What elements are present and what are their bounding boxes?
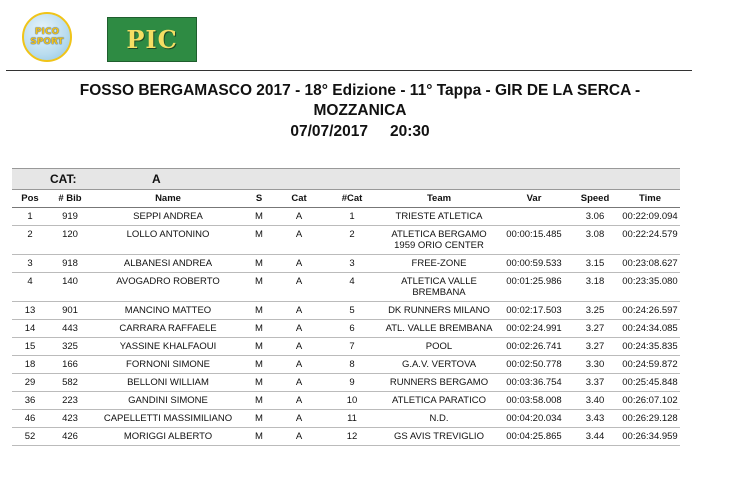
cell-var: 00:02:26.741: [498, 338, 570, 356]
cell-cat-rank: 5: [324, 302, 380, 320]
cell-cat: A: [274, 255, 324, 273]
cell-bib: 423: [48, 410, 92, 428]
column-header-name: Name: [92, 189, 244, 208]
cell-var: 00:04:20.034: [498, 410, 570, 428]
cell-cat: A: [274, 410, 324, 428]
cell-speed: 3.40: [570, 392, 620, 410]
column-header-time: Time: [620, 189, 680, 208]
cell-cat-rank: 7: [324, 338, 380, 356]
cell-speed: 3.27: [570, 320, 620, 338]
cell-time: 00:24:26.597: [620, 302, 680, 320]
cell-time: 00:23:35.080: [620, 273, 680, 302]
cell-var: [498, 208, 570, 226]
category-label: CAT:: [50, 172, 77, 186]
results-table: [12, 189, 680, 446]
cell-bib: 919: [48, 208, 92, 226]
table-row: [12, 273, 680, 302]
cell-sex: M: [244, 273, 274, 302]
cell-cat: A: [274, 338, 324, 356]
cell-speed: 3.06: [570, 208, 620, 226]
column-header-sex: S: [244, 189, 274, 208]
race-time: 20:30: [389, 123, 430, 140]
table-row: [12, 428, 680, 446]
cell-team: TRIESTE ATLETICA: [380, 208, 498, 226]
table-row: [12, 302, 680, 320]
cell-pos: 36: [12, 392, 48, 410]
cell-var: 00:03:58.008: [498, 392, 570, 410]
cell-team: POOL: [380, 338, 498, 356]
cell-team: N.D.: [380, 410, 498, 428]
cell-cat-rank: 3: [324, 255, 380, 273]
cell-sex: M: [244, 208, 274, 226]
cell-speed: 3.25: [570, 302, 620, 320]
cell-time: 00:26:34.959: [620, 428, 680, 446]
cell-name: MANCINO MATTEO: [92, 302, 244, 320]
cell-cat: A: [274, 428, 324, 446]
cell-bib: 325: [48, 338, 92, 356]
table-row: [12, 208, 680, 226]
cell-cat-rank: 1: [324, 208, 380, 226]
cell-name: BELLONI WILLIAM: [92, 374, 244, 392]
column-header-pos: Pos: [12, 189, 48, 208]
cell-sex: M: [244, 410, 274, 428]
race-datetime: [40, 123, 680, 141]
cell-time: 00:25:45.848: [620, 374, 680, 392]
cell-bib: 582: [48, 374, 92, 392]
cell-pos: 3: [12, 255, 48, 273]
cell-pos: 13: [12, 302, 48, 320]
cell-name: ALBANESI ANDREA: [92, 255, 244, 273]
cell-sex: M: [244, 255, 274, 273]
cell-team: ATLETICA PARATICO: [380, 392, 498, 410]
category-bar: [12, 168, 680, 190]
cell-team: RUNNERS BERGAMO: [380, 374, 498, 392]
sponsor-logo-text: PIC: [126, 25, 178, 54]
column-header-bib: # Bib: [48, 189, 92, 208]
table-row: [12, 374, 680, 392]
cell-cat: A: [274, 302, 324, 320]
cell-cat-rank: 12: [324, 428, 380, 446]
column-header-cat: Cat: [274, 189, 324, 208]
cell-speed: 3.44: [570, 428, 620, 446]
cell-time: 00:24:59.872: [620, 356, 680, 374]
cell-cat: A: [274, 374, 324, 392]
cell-cat-rank: 10: [324, 392, 380, 410]
table-row: [12, 410, 680, 428]
cell-pos: 18: [12, 356, 48, 374]
cell-var: 00:01:25.986: [498, 273, 570, 302]
cell-pos: 29: [12, 374, 48, 392]
cell-speed: 3.43: [570, 410, 620, 428]
race-date: 07/07/2017: [290, 123, 368, 140]
cell-speed: 3.30: [570, 356, 620, 374]
cell-team: DK RUNNERS MILANO: [380, 302, 498, 320]
category-value: A: [152, 172, 161, 186]
cell-sex: M: [244, 226, 274, 255]
cell-pos: 1: [12, 208, 48, 226]
race-title: FOSSO BERGAMASCO 2017 - 18° Edizione - 11° Tappa - GIR DE LA SERCA - MOZZANICA: [79, 82, 641, 119]
cell-bib: 426: [48, 428, 92, 446]
sponsor-logo: [107, 17, 197, 62]
cell-time: 00:26:07.102: [620, 392, 680, 410]
table-row: [12, 226, 680, 255]
cell-cat-rank: 2: [324, 226, 380, 255]
cell-var: 00:02:24.991: [498, 320, 570, 338]
table-row: [12, 392, 680, 410]
cell-bib: 140: [48, 273, 92, 302]
cell-name: AVOGADRO ROBERTO: [92, 273, 244, 302]
cell-var: 00:00:15.485: [498, 226, 570, 255]
cell-sex: M: [244, 428, 274, 446]
cell-var: 00:00:59.533: [498, 255, 570, 273]
cell-cat-rank: 11: [324, 410, 380, 428]
column-header-cat-rank: #Cat: [324, 189, 380, 208]
logo-line-2: SPORT: [30, 37, 64, 47]
cell-pos: 4: [12, 273, 48, 302]
cell-team: G.A.V. VERTOVA: [380, 356, 498, 374]
column-header-speed: Speed: [570, 189, 620, 208]
cell-sex: M: [244, 392, 274, 410]
cell-var: 00:02:17.503: [498, 302, 570, 320]
cell-bib: 443: [48, 320, 92, 338]
cell-name: MORIGGI ALBERTO: [92, 428, 244, 446]
cell-time: 00:24:34.085: [620, 320, 680, 338]
table-row: [12, 320, 680, 338]
table-body: [12, 208, 680, 446]
cell-cat: A: [274, 356, 324, 374]
cell-bib: 223: [48, 392, 92, 410]
cell-cat-rank: 4: [324, 273, 380, 302]
cell-cat: A: [274, 226, 324, 255]
cell-sex: M: [244, 338, 274, 356]
cell-bib: 120: [48, 226, 92, 255]
logo-line-1: PICO: [34, 27, 60, 37]
cell-team: ATL. VALLE BREMBANA: [380, 320, 498, 338]
cell-speed: 3.15: [570, 255, 620, 273]
column-header-var: Var: [498, 189, 570, 208]
cell-cat: A: [274, 208, 324, 226]
cell-time: 00:22:24.579: [620, 226, 680, 255]
cell-speed: 3.27: [570, 338, 620, 356]
cell-var: 00:02:50.778: [498, 356, 570, 374]
cell-team: FREE-ZONE: [380, 255, 498, 273]
table-row: [12, 338, 680, 356]
cell-var: 00:04:25.865: [498, 428, 570, 446]
pico-sport-logo: [22, 12, 72, 62]
cell-name: GANDINI SIMONE: [92, 392, 244, 410]
table-row: [12, 356, 680, 374]
cell-bib: 918: [48, 255, 92, 273]
cell-pos: 52: [12, 428, 48, 446]
cell-time: 00:24:35.835: [620, 338, 680, 356]
cell-cat-rank: 8: [324, 356, 380, 374]
cell-cat: A: [274, 320, 324, 338]
table-header-row: [12, 189, 680, 208]
cell-name: YASSINE KHALFAOUI: [92, 338, 244, 356]
header-divider: [6, 70, 692, 71]
cell-time: 00:23:08.627: [620, 255, 680, 273]
table-row: [12, 255, 680, 273]
cell-name: FORNONI SIMONE: [92, 356, 244, 374]
cell-bib: 166: [48, 356, 92, 374]
cell-cat: A: [274, 273, 324, 302]
cell-team: ATLETICA BERGAMO 1959 ORIO CENTER: [380, 226, 498, 255]
cell-sex: M: [244, 320, 274, 338]
cell-team: GS AVIS TREVIGLIO: [380, 428, 498, 446]
cell-cat-rank: 6: [324, 320, 380, 338]
cell-time: 00:26:29.128: [620, 410, 680, 428]
cell-pos: 14: [12, 320, 48, 338]
cell-pos: 2: [12, 226, 48, 255]
cell-time: 00:22:09.094: [620, 208, 680, 226]
cell-cat-rank: 9: [324, 374, 380, 392]
cell-sex: M: [244, 302, 274, 320]
cell-sex: M: [244, 356, 274, 374]
cell-bib: 901: [48, 302, 92, 320]
cell-name: CAPELLETTI MASSIMILIANO: [92, 410, 244, 428]
cell-speed: 3.18: [570, 273, 620, 302]
cell-speed: 3.08: [570, 226, 620, 255]
cell-pos: 15: [12, 338, 48, 356]
cell-pos: 46: [12, 410, 48, 428]
cell-speed: 3.37: [570, 374, 620, 392]
cell-sex: M: [244, 374, 274, 392]
cell-name: LOLLO ANTONINO: [92, 226, 244, 255]
cell-team: ATLETICA VALLE BREMBANA: [380, 273, 498, 302]
cell-name: SEPPI ANDREA: [92, 208, 244, 226]
column-header-team: Team: [380, 189, 498, 208]
cell-cat: A: [274, 392, 324, 410]
cell-var: 00:03:36.754: [498, 374, 570, 392]
cell-name: CARRARA RAFFAELE: [92, 320, 244, 338]
